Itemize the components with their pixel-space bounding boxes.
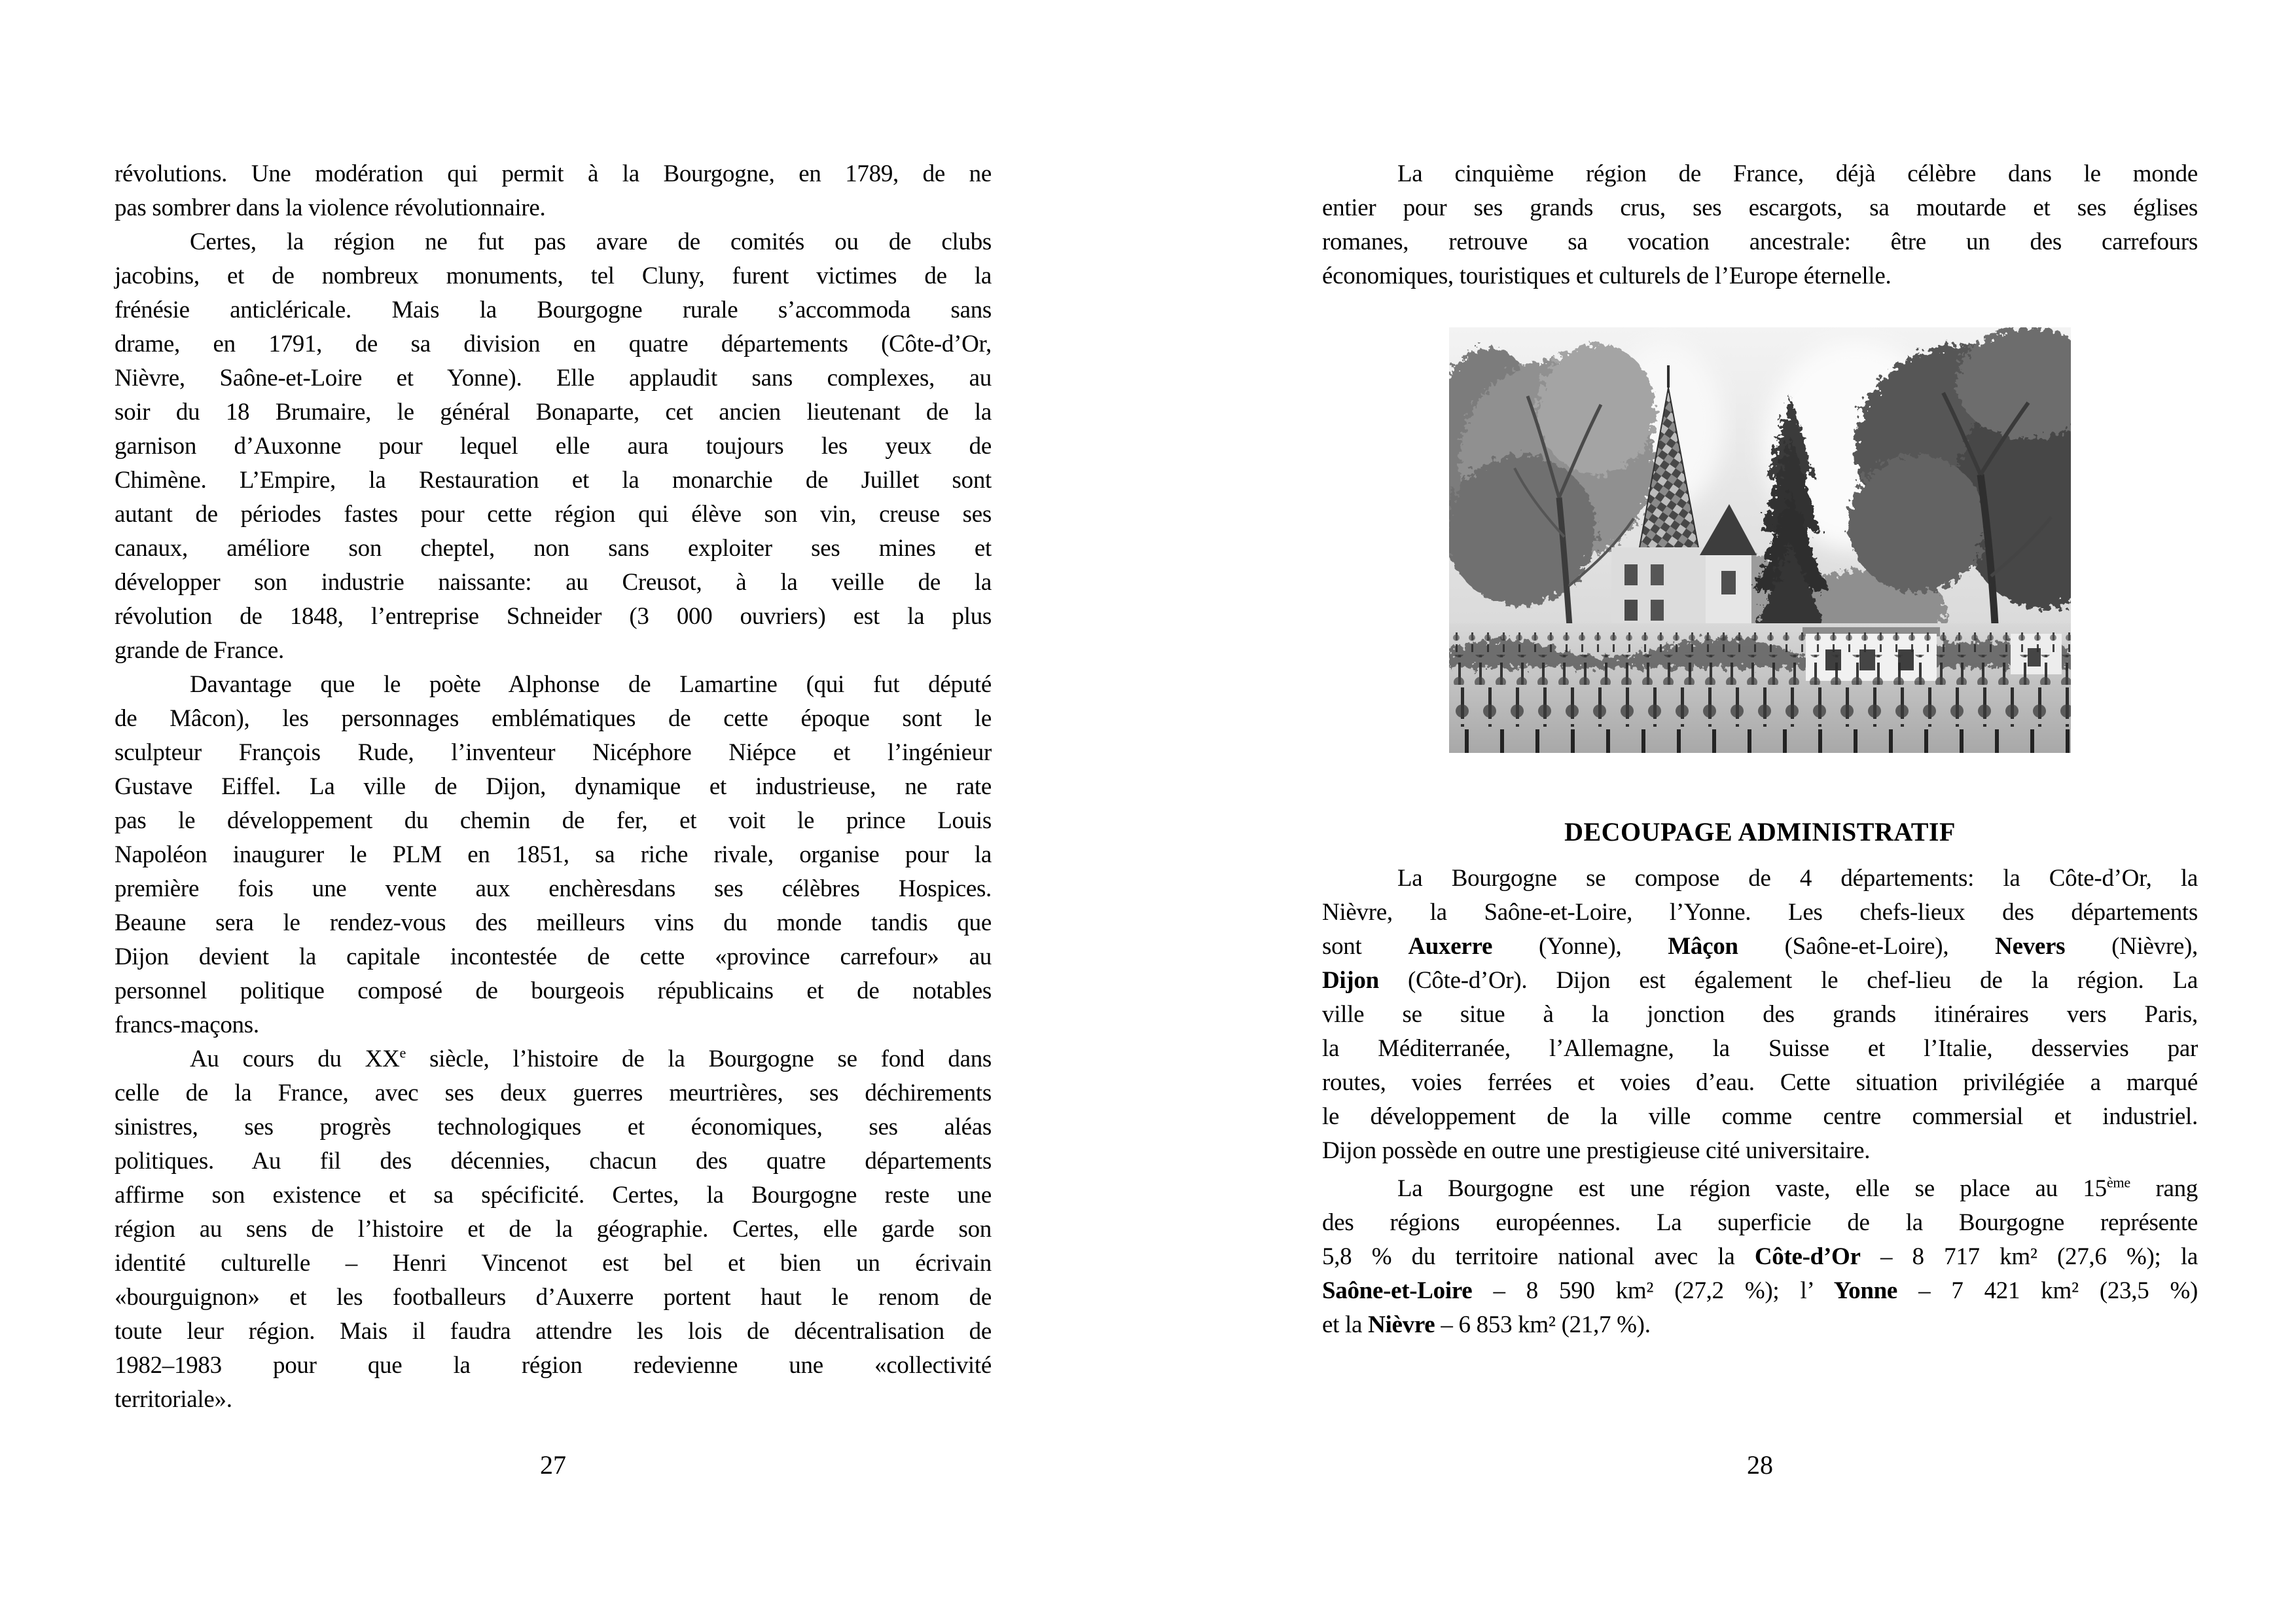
text-line: Gustave Eiffel. La ville de Dijon, dynamique et industrieuse, ne rate bbox=[115, 773, 992, 800]
text-line: ville se situe à la jonction des grands itinéraires vers Paris, bbox=[1322, 1001, 2198, 1028]
text-line: frénésie anticléricale. Mais la Bourgogne rurale s’accommoda sans bbox=[115, 297, 992, 323]
text-line: grande de France. bbox=[115, 637, 284, 664]
vineyard-chateau-photo bbox=[1449, 327, 2071, 753]
text-run: Saône-et-Loire bbox=[1322, 1277, 1473, 1304]
text-line: 1982–1983 pour que la région redevienne une «collectivité bbox=[115, 1352, 992, 1379]
text-line: Dijon (Côte-d’Or). Dijon est également le chef-lieu de la région. La bbox=[1322, 967, 2198, 994]
text-line: «bourguignon» et les footballeurs d’Auxerre portent haut le renom de bbox=[115, 1284, 992, 1311]
text-line: Dijon possède en outre une prestigieuse cité universitaire. bbox=[1322, 1137, 1871, 1164]
text-line: La Bourgogne est une région vaste, elle se place au 15ème rang bbox=[1397, 1174, 2198, 1202]
text-line: politiques. Au fil des décennies, chacun des quatre départements bbox=[115, 1148, 992, 1175]
text-line: drame, en 1791, de sa division en quatre départements (Côte-d’Or, bbox=[115, 331, 992, 357]
text-line: romanes, retrouve sa vocation ancestrale: être un des carrefours bbox=[1322, 228, 2198, 255]
text-line: jacobins, et de nombreux monuments, tel Cluny, furent victimes de la bbox=[115, 263, 992, 289]
text-line: territoriale». bbox=[115, 1386, 232, 1413]
text-run: Auxerre bbox=[1408, 933, 1493, 960]
text-line: La cinquième région de France, déjà célèbre dans le monde bbox=[1397, 160, 2198, 187]
text-run: Nièvre bbox=[1368, 1311, 1435, 1338]
text-line: région au sens de l’histoire et de la géographie. Certes, elle garde son bbox=[115, 1216, 992, 1243]
text-run: Nevers bbox=[1995, 933, 2066, 960]
paragraph bbox=[1322, 157, 2198, 293]
text-line: affirme son existence et sa spécificité. Certes, la Bourgogne reste une bbox=[115, 1182, 992, 1209]
text-line: Nièvre, Saône-et-Loire et Yonne). Elle applaudit sans complexes, au bbox=[115, 365, 992, 392]
text-line: Napoléon inaugurer le PLM en 1851, sa riche rivale, organise pour la bbox=[115, 841, 992, 868]
text-line: pas sombrer dans la violence révolutionnaire. bbox=[115, 194, 546, 221]
vineyard-rows bbox=[1449, 632, 2071, 753]
right-page-intro-text bbox=[1322, 157, 2198, 293]
text-line: garnison d’Auxonne pour lequel elle aura toujours les yeux de bbox=[115, 433, 992, 460]
text-line: Certes, la région ne fut pas avare de comités ou de clubs bbox=[190, 228, 992, 255]
paragraph bbox=[1322, 1172, 2198, 1342]
text-line: la Méditerranée, l’Allemagne, la Suisse et l’Italie, desservies par bbox=[1322, 1035, 2198, 1062]
text-line: le développement de la ville comme centre commersial et industriel. bbox=[1322, 1103, 2198, 1130]
text-line: Davantage que le poète Alphonse de Lamartine (qui fut député bbox=[190, 671, 992, 698]
right-page-body-text bbox=[1322, 862, 2198, 1342]
text-line: identité culturelle – Henri Vincenot est bel et bien un écrivain bbox=[115, 1250, 992, 1277]
text-line: soir du 18 Brumaire, le général Bonaparte, cet ancien lieutenant de la bbox=[115, 399, 992, 426]
text-line: 5,8 % du territoire national avec la Côte-d’Or – 8 717 km² (27,6 %); la bbox=[1322, 1243, 2198, 1270]
text-line: celle de la France, avec ses deux guerres meurtrières, ses déchirements bbox=[115, 1080, 992, 1106]
text-line: autant de périodes fastes pour cette région qui élève son vin, creuse ses bbox=[115, 501, 992, 528]
text-run: Côte-d’Or bbox=[1754, 1243, 1861, 1270]
text-line: Chimène. L’Empire, la Restauration et la monarchie de Juillet sont bbox=[115, 467, 992, 494]
page-number-right: 28 bbox=[1747, 1450, 1773, 1480]
text-line: entier pour ses grands crus, ses escargots, sa moutarde et ses églises bbox=[1322, 194, 2198, 221]
text-run: Mâçon bbox=[1668, 933, 1738, 960]
text-line: économiques, touristiques et culturels de l’Europe éternelle. bbox=[1322, 263, 1892, 289]
text-line: Nièvre, la Saône-et-Loire, l’Yonne. Les chefs-lieux des départements bbox=[1322, 899, 2198, 926]
text-line: pas le développement du chemin de fer, et voit le prince Louis bbox=[115, 807, 992, 834]
text-line: des régions européennes. La superficie de la Bourgogne représente bbox=[1322, 1209, 2198, 1236]
text-run: e bbox=[399, 1044, 406, 1061]
text-line: Beaune sera le rendez-vous des meilleurs vins du monde tandis que bbox=[115, 909, 992, 936]
text-run: Yonne bbox=[1833, 1277, 1897, 1304]
text-line: Dijon devient la capitale incontestée de cette «province carrefour» au bbox=[115, 943, 992, 970]
text-line: de Mâcon), les personnages emblématiques de cette époque sont le bbox=[115, 705, 992, 732]
text-line: révolution de 1848, l’entreprise Schneider (3 000 ouvriers) est la plus bbox=[115, 603, 992, 630]
text-line: Au cours du XXe siècle, l’histoire de la Bourgogne se fond dans bbox=[190, 1044, 992, 1072]
text-line: révolutions. Une modération qui permit à la Bourgogne, en 1789, de ne bbox=[115, 160, 992, 187]
text-line: et la Nièvre – 6 853 km² (21,7 %). bbox=[1322, 1311, 1651, 1338]
text-line: développer son industrie naissante: au Creusot, à la veille de la bbox=[115, 569, 992, 596]
photo-illustration bbox=[1449, 327, 2071, 753]
left-page-text bbox=[115, 157, 992, 1417]
text-line: francs-maçons. bbox=[115, 1012, 259, 1038]
text-line: toute leur région. Mais il faudra attendre les lois de décentralisation de bbox=[115, 1318, 992, 1345]
text-run: Dijon bbox=[1322, 967, 1379, 994]
page-number-left: 27 bbox=[540, 1450, 566, 1480]
text-line: routes, voies ferrées et voies d’eau. Cette situation privilégiée a marqué bbox=[1322, 1069, 2198, 1096]
paragraph bbox=[115, 225, 992, 668]
text-run: ème bbox=[2106, 1174, 2130, 1191]
paragraph bbox=[1322, 862, 2198, 1168]
text-line: sculpteur François Rude, l’inventeur Nicéphore Niépce et l’ingénieur bbox=[115, 739, 992, 766]
paragraph bbox=[115, 157, 992, 225]
section-heading: DECOUPAGE ADMINISTRATIF bbox=[1564, 817, 1956, 847]
text-line: personnel politique composé de bourgeois républicains et de notables bbox=[115, 977, 992, 1004]
text-line: La Bourgogne se compose de 4 départements: la Côte-d’Or, la bbox=[1397, 865, 2198, 892]
text-line: sinistres, ses progrès technologiques et économiques, ses aléas bbox=[115, 1114, 992, 1140]
text-line: canaux, améliore son cheptel, non sans exploiter ses mines et bbox=[115, 535, 992, 562]
text-line: sont Auxerre (Yonne), Mâçon (Saône-et-Loire), Nevers (Nièvre), bbox=[1322, 933, 2198, 960]
paragraph bbox=[115, 668, 992, 1042]
text-line: Saône-et-Loire – 8 590 km² (27,2 %); l’ Yonne – 7 421 km² (23,5 %) bbox=[1322, 1277, 2198, 1304]
paragraph bbox=[115, 1042, 992, 1417]
text-line: première fois une vente aux enchèresdans ses célèbres Hospices. bbox=[115, 875, 992, 902]
